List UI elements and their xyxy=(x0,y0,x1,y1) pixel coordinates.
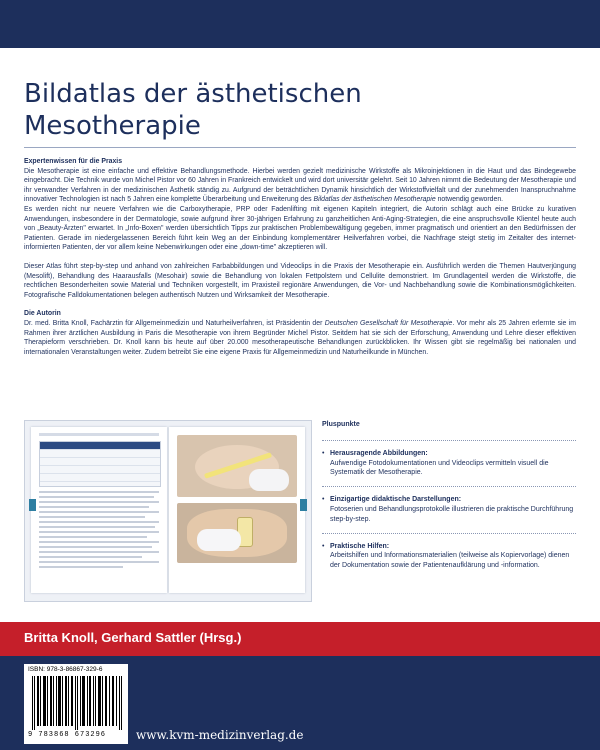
pluspunkte-heading: Pluspunkte xyxy=(322,421,360,428)
preview-table-row xyxy=(40,458,160,466)
dotted-divider xyxy=(322,486,576,487)
book-spread-preview-image xyxy=(24,420,312,602)
barcode-box xyxy=(24,664,128,744)
dotted-divider xyxy=(322,440,576,441)
paragraph-author-text-b: . Vor mehr als 25 Jahren erlernte sie im Rahmen ihrer ärztlichen Ausbildung in Paris die Mesotherapie von ihrem Begründer Michel Pistor. Seitdem hat sie sich der Erforschung, Anwendung und Lehre dieser effektiven Therapieform verschrieben. Dr. Knoll kann bis heute auf über 20.000 mesotherapeutische Behandlungen zurückblicken. Ihr Wissen gibt sie regelmäßig bei nationalen und internationalen Veranstaltungen weiter. Zudem betreibt Sie eine eigene Praxis für Allgemeinmedizin und Naturheilkunde in München. xyxy=(24,319,576,356)
book-title-line-2: Mesotherapie xyxy=(24,111,201,141)
paragraph-intro-text-a: Die Mesotherapie ist eine einfache und effektive Behandlungsmethode. Hierbei werden gezielt medizinische Wirkstoffe als Mikroinjektionen in die Haut und das Bindegewebe eingebracht. Die Technik wurde von Michel Pistor vor 60 Jahren in Frankreich entwickelt und wird dort universitär gelehrt. Seit 10 Jahren nimmt die Bedeutung der Mesotherapie und ihr verwandter Verfahren in der medizinischen Ästhetik ständig zu. Aufgrund der beträchtlichen Dynamik hinsichtlich der Wirkstoffvielfalt und der zunehmenden Inanspruchnahme innovativer Technologien ist nach 5 Jahren eine komplette Überarbeitung und Erweiterung des xyxy=(24,167,576,204)
pluspunkte-item-title: Praktische Hilfen: xyxy=(330,542,390,550)
preview-text-lines xyxy=(39,491,159,571)
pluspunkte-box xyxy=(322,420,576,571)
title-divider xyxy=(24,147,576,148)
paragraph-author-society: Deutschen Gesellschaft für Mesotherapie xyxy=(324,319,453,327)
book-authors: Britta Knoll, Gerhard Sattler (Hrsg.) xyxy=(24,630,242,645)
pluspunkte-item-text: Arbeitshilfen und Informationsmaterialien (teilweise als Kopiervorlage) dienen der Dokumentation sowie der Patientenaufklärung und -information. xyxy=(330,552,570,570)
preview-chapter-tab-right xyxy=(300,499,307,511)
preview-right-page xyxy=(169,427,305,593)
section-heading-autorin: Die Autorin xyxy=(24,310,61,318)
paragraph-gap xyxy=(24,253,576,262)
publisher-website: www.kvm-medizinverlag.de xyxy=(136,728,304,742)
preview-left-page xyxy=(31,427,167,593)
paragraph-author xyxy=(24,319,576,357)
preview-photo-injection xyxy=(177,435,297,497)
pluspunkte-item xyxy=(322,542,576,571)
description-body xyxy=(24,157,576,357)
preview-table-row xyxy=(40,466,160,474)
section-heading-expertenwissen: Expertenwissen für die Praxis xyxy=(24,158,123,165)
pluspunkte-item-text: Fotoserien und Behandlungsprotokolle illustrieren die praktische Durchführung step-by-step. xyxy=(330,505,574,523)
bullet-icon: • xyxy=(322,542,325,550)
preview-table-header-row xyxy=(40,442,160,450)
preview-table-row xyxy=(40,450,160,458)
paragraph-intro-text-b: notwendig geworden. xyxy=(435,196,504,204)
isbn-number: ISBN: 978-3-86867-329-6 xyxy=(28,666,103,673)
pluspunkte-item xyxy=(322,495,576,524)
preview-page-header xyxy=(39,433,159,436)
pluspunkte-item-title: Einzigartige didaktische Darstellungen: xyxy=(330,496,462,504)
paragraph-new-methods: Es werden nicht nur neuere Verfahren wie die Carboxytherapie, PRP oder Fadenlifting mit eigenen Kapiteln integriert, die Autorin schlägt auch eine Brücke zu kurativen Anwendungen, insbesondere in der Dermatologie, sowie aufgrund ihrer 30-jährigen Erfahrung zu ganzheitlichen Anti-Aging-Strategien, die eine anspruchsvolle Klientel heute auch von „Beauty-Ärzten" erwartet. In „Info-Boxen" werden übersichtlich Tipps zur praktischen Problembewältigung gegeben, immer pragmatisch und orientiert an den Bedürfnissen der Patienten. Gerade im niedergelassenen Bereich führt kein Weg an der Einbindung komplementärer Heilverfahren vorbei, die Nachfrage steigt stetig im Zeitalter des internet-informierten Patienten, der vor allem keine Nebenwirkungen oder eine „down-time" akzeptieren will. xyxy=(24,205,576,252)
paragraph-gap xyxy=(24,300,576,309)
book-title-line-1: Bildatlas der ästhetischen xyxy=(24,79,362,109)
paragraph-intro-book-title: Bildatlas der ästhetischen Mesotherapie xyxy=(313,196,436,204)
preview-chapter-tab-left xyxy=(29,499,36,511)
book-title xyxy=(24,78,584,142)
preview-table xyxy=(39,441,161,487)
paragraph-intro xyxy=(24,167,576,205)
preview-photo-vial xyxy=(177,503,297,563)
top-color-band xyxy=(0,0,600,48)
preview-table-row xyxy=(40,474,160,482)
dotted-divider xyxy=(322,533,576,534)
pluspunkte-item-title: Herausragende Abbildungen: xyxy=(330,449,428,457)
pluspunkte-item xyxy=(322,449,576,478)
pluspunkte-item-text: Aufwendige Fotodokumentationen und Videoclips vermitteln visuell die Systematik der Mesotherapie. xyxy=(330,459,549,477)
barcode-digits: 9 783868 673296 xyxy=(28,731,107,739)
bullet-icon: • xyxy=(322,449,325,457)
barcode-icon xyxy=(32,676,122,730)
bullet-icon: • xyxy=(322,496,325,504)
paragraph-author-text-a: Dr. med. Britta Knoll, Fachärztin für Allgemeinmedizin und Naturheilverfahren, ist Präsidentin der xyxy=(24,319,325,327)
paragraph-atlas: Dieser Atlas führt step-by-step und anhand von zahlreichen Farbabbildungen und Videoclips in die Praxis der Mesotherapie ein. Ausführlich werden die Themen Hautverjüngung (Mesolift), Behandlung des Haarausfalls (Mesohair) sowie die Behandlung von lokalen Fettpolstern und Cellulite demonstriert. Im Grundlagenteil werden die Wirkstoffe, die rechtlichen Besonderheiten sowie Material und Techniken vorgestellt, im Praxisteil regionäre Anwendungen, die Vor- und Nachbehandlung sowie die Kombinationsmöglichkeiten. Fotografische Falldokumentationen belegen authentisch Nutzen und Wirksamkeit der Mesotherapie. xyxy=(24,262,576,299)
